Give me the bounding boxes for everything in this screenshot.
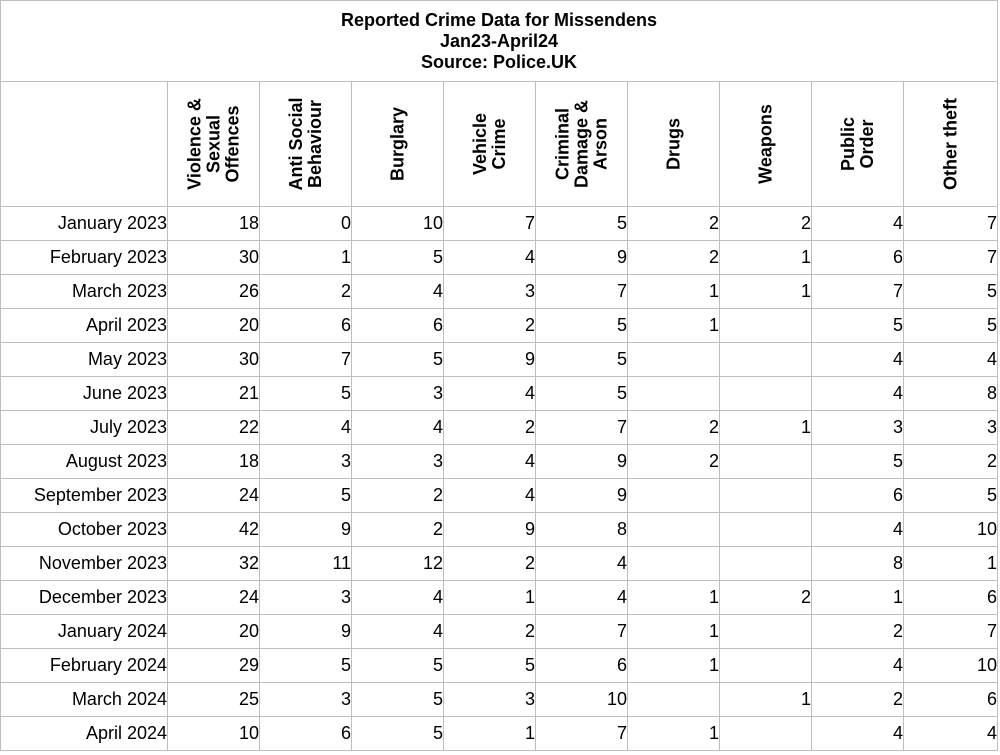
value-cell: 9	[536, 241, 628, 275]
month-cell: April 2024	[1, 717, 168, 751]
table-row	[1, 411, 998, 445]
value-cell	[720, 649, 812, 683]
value-cell	[628, 343, 720, 377]
value-cell: 20	[168, 309, 260, 343]
value-cell: 2	[260, 275, 352, 309]
column-header	[536, 82, 628, 207]
value-cell: 1	[444, 581, 536, 615]
column-header-label	[812, 82, 903, 206]
column-header-line: Drugs	[663, 117, 683, 171]
column-header-line: Anti Social	[285, 97, 306, 191]
value-cell: 6	[812, 241, 904, 275]
value-cell: 1	[628, 309, 720, 343]
value-cell: 1	[812, 581, 904, 615]
month-cell: January 2024	[1, 615, 168, 649]
value-cell	[720, 309, 812, 343]
column-header-label	[260, 82, 351, 206]
value-cell: 5	[904, 275, 998, 309]
value-cell: 2	[444, 309, 536, 343]
table-row	[1, 717, 998, 751]
value-cell: 30	[168, 343, 260, 377]
value-cell: 5	[536, 309, 628, 343]
value-cell: 1	[628, 275, 720, 309]
column-header-line: Violence &	[184, 98, 204, 190]
value-cell: 2	[812, 615, 904, 649]
value-cell: 7	[536, 615, 628, 649]
column-header-line: Other theft	[940, 98, 961, 190]
value-cell: 3	[904, 411, 998, 445]
month-cell: April 2023	[1, 309, 168, 343]
value-cell: 2	[444, 411, 536, 445]
value-cell: 10	[904, 513, 998, 547]
value-cell: 4	[812, 513, 904, 547]
value-cell: 4	[536, 547, 628, 581]
column-header-line: Burglary	[387, 106, 407, 182]
value-cell: 9	[444, 513, 536, 547]
value-cell: 7	[904, 207, 998, 241]
value-cell: 4	[352, 411, 444, 445]
column-header-label	[720, 82, 811, 206]
value-cell: 4	[812, 649, 904, 683]
value-cell: 7	[904, 241, 998, 275]
value-cell	[720, 445, 812, 479]
value-cell: 7	[260, 343, 352, 377]
value-cell: 4	[352, 275, 444, 309]
table-row	[1, 241, 998, 275]
value-cell: 2	[628, 207, 720, 241]
value-cell: 6	[260, 309, 352, 343]
value-cell: 29	[168, 649, 260, 683]
table-row	[1, 309, 998, 343]
value-cell: 5	[352, 649, 444, 683]
month-cell: September 2023	[1, 479, 168, 513]
value-cell: 2	[628, 241, 720, 275]
column-header-row	[1, 82, 998, 207]
value-cell: 6	[904, 581, 998, 615]
value-cell: 3	[352, 445, 444, 479]
value-cell: 30	[168, 241, 260, 275]
value-cell: 2	[720, 207, 812, 241]
value-cell: 5	[352, 343, 444, 377]
value-cell: 4	[812, 717, 904, 751]
value-cell: 1	[444, 717, 536, 751]
column-header-line: Criminal	[552, 107, 572, 181]
column-header-line: Offences	[222, 105, 242, 183]
title-line-2: Jan23-April24	[439, 30, 559, 51]
value-cell: 5	[812, 309, 904, 343]
value-cell: 1	[628, 615, 720, 649]
value-cell	[720, 377, 812, 411]
value-cell: 1	[904, 547, 998, 581]
value-cell: 9	[260, 615, 352, 649]
value-cell: 1	[720, 275, 812, 309]
value-cell: 4	[812, 343, 904, 377]
month-cell: March 2023	[1, 275, 168, 309]
month-cell: November 2023	[1, 547, 168, 581]
value-cell: 4	[904, 717, 998, 751]
value-cell: 10	[168, 717, 260, 751]
value-cell: 1	[628, 649, 720, 683]
value-cell	[628, 377, 720, 411]
value-cell: 4	[444, 445, 536, 479]
value-cell: 6	[260, 717, 352, 751]
table-row	[1, 615, 998, 649]
value-cell: 4	[444, 479, 536, 513]
value-cell: 5	[260, 377, 352, 411]
value-cell: 7	[536, 717, 628, 751]
value-cell: 10	[904, 649, 998, 683]
month-cell: August 2023	[1, 445, 168, 479]
value-cell: 24	[168, 479, 260, 513]
column-header	[168, 82, 260, 207]
value-cell: 12	[352, 547, 444, 581]
value-cell: 18	[168, 445, 260, 479]
value-cell: 1	[720, 241, 812, 275]
month-cell: March 2024	[1, 683, 168, 717]
month-cell: July 2023	[1, 411, 168, 445]
value-cell	[720, 343, 812, 377]
value-cell: 10	[352, 207, 444, 241]
column-header-line: Behaviour	[304, 99, 325, 189]
value-cell	[628, 683, 720, 717]
value-cell: 6	[536, 649, 628, 683]
value-cell: 2	[720, 581, 812, 615]
column-header-label	[904, 82, 997, 206]
column-header-label	[444, 82, 535, 206]
value-cell: 6	[904, 683, 998, 717]
value-cell: 10	[536, 683, 628, 717]
value-cell: 18	[168, 207, 260, 241]
value-cell: 7	[444, 207, 536, 241]
column-header-label	[352, 82, 443, 206]
title-row	[1, 1, 998, 82]
value-cell: 2	[904, 445, 998, 479]
month-header-blank	[1, 82, 168, 207]
table-row	[1, 207, 998, 241]
value-cell: 4	[812, 207, 904, 241]
column-header-line: Damage &	[571, 99, 591, 189]
value-cell: 4	[352, 615, 444, 649]
value-cell: 3	[444, 683, 536, 717]
value-cell: 5	[812, 445, 904, 479]
column-header-label	[168, 82, 259, 206]
column-header-line: Vehicle	[469, 112, 490, 176]
value-cell: 8	[812, 547, 904, 581]
value-cell: 7	[536, 411, 628, 445]
value-cell: 21	[168, 377, 260, 411]
column-header	[904, 82, 998, 207]
value-cell: 3	[444, 275, 536, 309]
month-cell: June 2023	[1, 377, 168, 411]
column-header-label	[536, 82, 627, 206]
column-header	[260, 82, 352, 207]
column-header	[352, 82, 444, 207]
value-cell: 42	[168, 513, 260, 547]
value-cell	[720, 717, 812, 751]
value-cell: 4	[904, 343, 998, 377]
value-cell: 3	[352, 377, 444, 411]
month-cell: December 2023	[1, 581, 168, 615]
value-cell	[628, 513, 720, 547]
value-cell: 1	[720, 683, 812, 717]
value-cell: 9	[260, 513, 352, 547]
value-cell: 8	[904, 377, 998, 411]
value-cell: 9	[536, 479, 628, 513]
table-title	[1, 1, 998, 82]
column-header-line: Weapons	[755, 104, 775, 184]
column-header-line: Crime	[488, 118, 509, 170]
value-cell: 5	[536, 207, 628, 241]
value-cell: 5	[536, 377, 628, 411]
value-cell: 2	[352, 479, 444, 513]
table-row	[1, 649, 998, 683]
value-cell: 5	[352, 683, 444, 717]
title-line-3: Source: Police.UK	[421, 51, 578, 72]
value-cell: 3	[260, 445, 352, 479]
column-header	[444, 82, 536, 207]
value-cell: 8	[536, 513, 628, 547]
value-cell: 20	[168, 615, 260, 649]
value-cell: 2	[444, 547, 536, 581]
value-cell: 2	[628, 411, 720, 445]
value-cell: 5	[260, 479, 352, 513]
table-row	[1, 479, 998, 513]
value-cell: 5	[260, 649, 352, 683]
value-cell: 3	[260, 581, 352, 615]
value-cell: 2	[628, 445, 720, 479]
value-cell: 0	[260, 207, 352, 241]
value-cell: 7	[904, 615, 998, 649]
value-cell: 7	[536, 275, 628, 309]
value-cell: 6	[812, 479, 904, 513]
value-cell: 2	[812, 683, 904, 717]
value-cell: 6	[352, 309, 444, 343]
column-header-line: Public	[837, 116, 858, 172]
table-row	[1, 581, 998, 615]
table-row	[1, 513, 998, 547]
value-cell: 7	[812, 275, 904, 309]
column-header-line: Arson	[590, 118, 610, 171]
month-cell: October 2023	[1, 513, 168, 547]
value-cell: 4	[812, 377, 904, 411]
value-cell: 9	[536, 445, 628, 479]
table-row	[1, 343, 998, 377]
value-cell: 3	[812, 411, 904, 445]
value-cell	[720, 479, 812, 513]
table-row	[1, 445, 998, 479]
value-cell: 25	[168, 683, 260, 717]
value-cell: 2	[444, 615, 536, 649]
value-cell: 1	[628, 717, 720, 751]
column-header-line: Sexual	[203, 114, 223, 174]
value-cell	[628, 479, 720, 513]
month-cell: May 2023	[1, 343, 168, 377]
title-line-1: Reported Crime Data for Missendens	[340, 9, 658, 30]
value-cell: 4	[536, 581, 628, 615]
value-cell: 4	[444, 241, 536, 275]
column-header-label	[628, 82, 719, 206]
month-cell: February 2024	[1, 649, 168, 683]
value-cell: 1	[260, 241, 352, 275]
column-header	[720, 82, 812, 207]
value-cell: 5	[444, 649, 536, 683]
value-cell: 2	[352, 513, 444, 547]
value-cell: 1	[720, 411, 812, 445]
value-cell: 5	[904, 309, 998, 343]
table-row	[1, 547, 998, 581]
value-cell	[720, 547, 812, 581]
value-cell: 1	[628, 581, 720, 615]
month-cell: February 2023	[1, 241, 168, 275]
value-cell: 32	[168, 547, 260, 581]
value-cell: 5	[536, 343, 628, 377]
value-cell: 4	[352, 581, 444, 615]
value-cell	[720, 615, 812, 649]
table-row	[1, 275, 998, 309]
value-cell: 22	[168, 411, 260, 445]
value-cell: 5	[352, 241, 444, 275]
table-row	[1, 377, 998, 411]
column-header	[812, 82, 904, 207]
value-cell: 26	[168, 275, 260, 309]
value-cell: 4	[260, 411, 352, 445]
column-header	[628, 82, 720, 207]
value-cell: 4	[444, 377, 536, 411]
table-row	[1, 683, 998, 717]
value-cell	[628, 547, 720, 581]
value-cell: 11	[260, 547, 352, 581]
value-cell: 5	[904, 479, 998, 513]
value-cell: 9	[444, 343, 536, 377]
value-cell: 24	[168, 581, 260, 615]
value-cell: 3	[260, 683, 352, 717]
value-cell	[720, 513, 812, 547]
month-cell: January 2023	[1, 207, 168, 241]
column-header-line: Order	[856, 119, 877, 169]
value-cell: 5	[352, 717, 444, 751]
